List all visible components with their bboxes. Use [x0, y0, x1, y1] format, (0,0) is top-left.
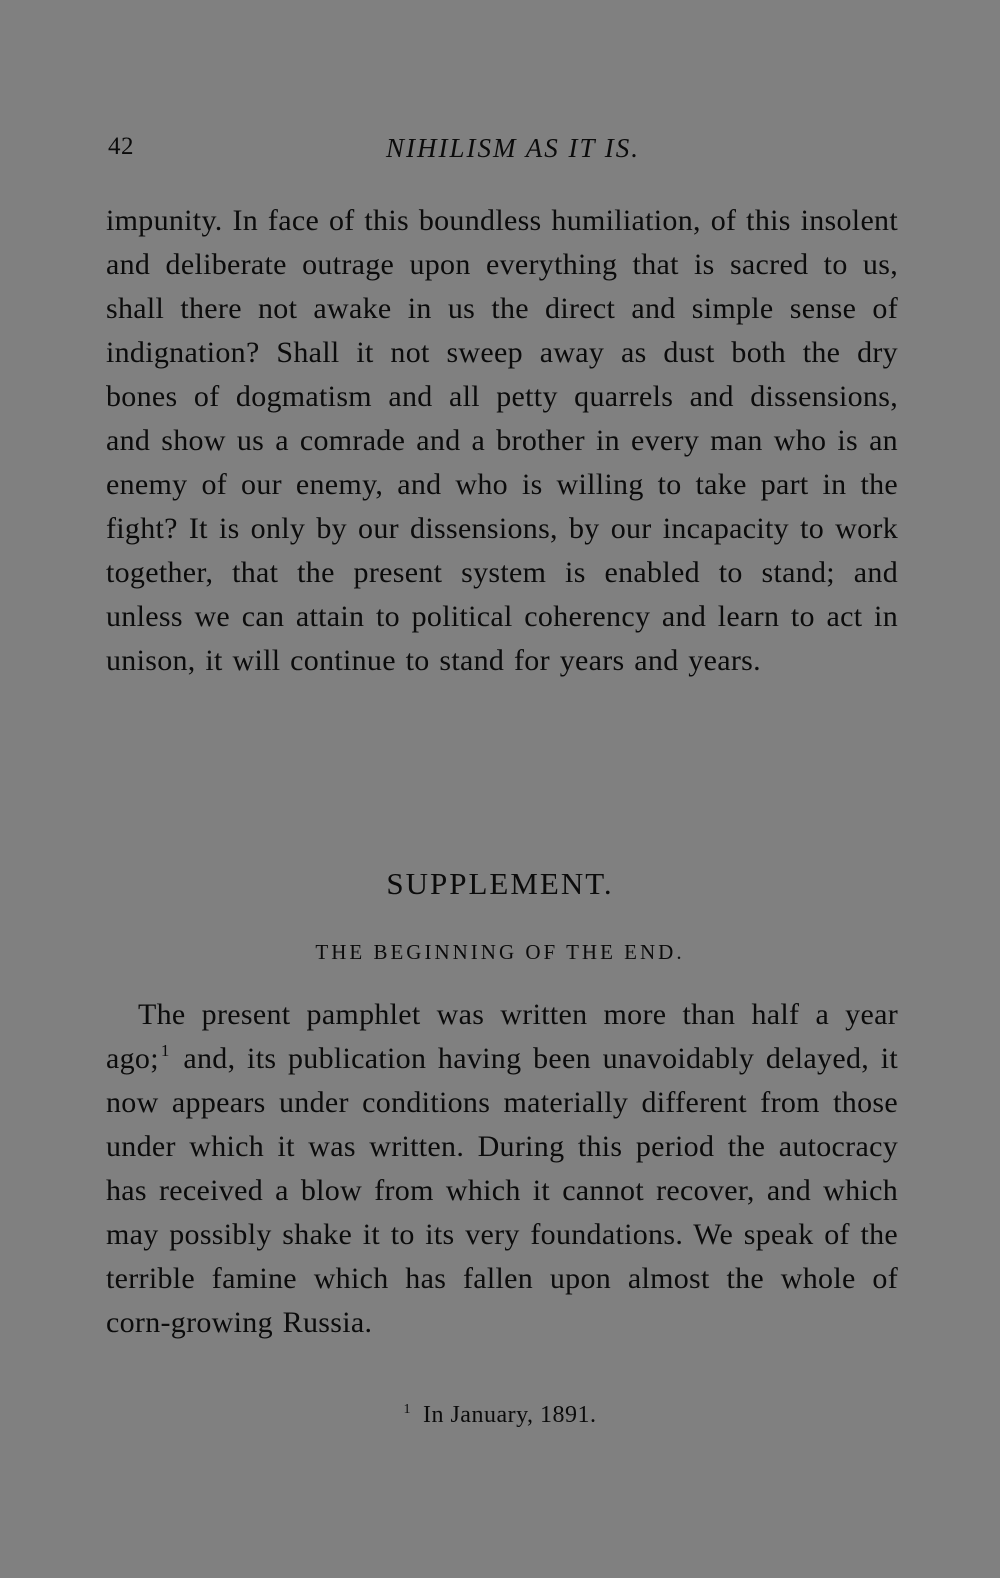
paragraph-2-text-rest: and, its publication having been unavoidably delayed, it now appears under conditions materially different from those under which it was written. During this period the autocracy has received a blow from which it cannot recover, and which may possibly shake it to its very foundations. We speak of the terrible famine which has fallen upon almost the whole of corn-growing Russia. [106, 1042, 898, 1339]
paragraph-2-text-start: The present pamphlet was written more than half a year ago; [106, 998, 898, 1075]
page-header [108, 133, 898, 173]
page-number: 42 [108, 133, 134, 160]
body-paragraph-2 [106, 993, 898, 1345]
footnote-reference: 1 [160, 1041, 170, 1060]
supplement-subtitle: THE BEGINNING OF THE END. [315, 940, 685, 964]
footnote-text: In January, 1891. [422, 1402, 597, 1428]
running-title: NIHILISM AS IT IS. [385, 133, 640, 163]
supplement-title: SUPPLEMENT. [386, 866, 614, 901]
body-paragraph-1: impunity. In face of this boundless humiliation, of this insolent and deliberate outrage upon everything that is sacred to us, shall there not awake in us the direct and simple sense of indignation? Shall it not sweep away as dust both the dry bones of dogmatism and all petty quarrels and dissensions, and show us a comrade and a brother in every man who is an enemy of our enemy, and who is willing to take part in the fight? It is only by our dissensions, by our incapacity to work together, that the present system is enabled to stand; and unless we can attain to political coherency and learn to act in unison, it will continue to stand for years and years. [106, 204, 898, 677]
footnote [0, 1402, 1000, 1429]
footnote-marker: 1 [403, 1402, 411, 1417]
